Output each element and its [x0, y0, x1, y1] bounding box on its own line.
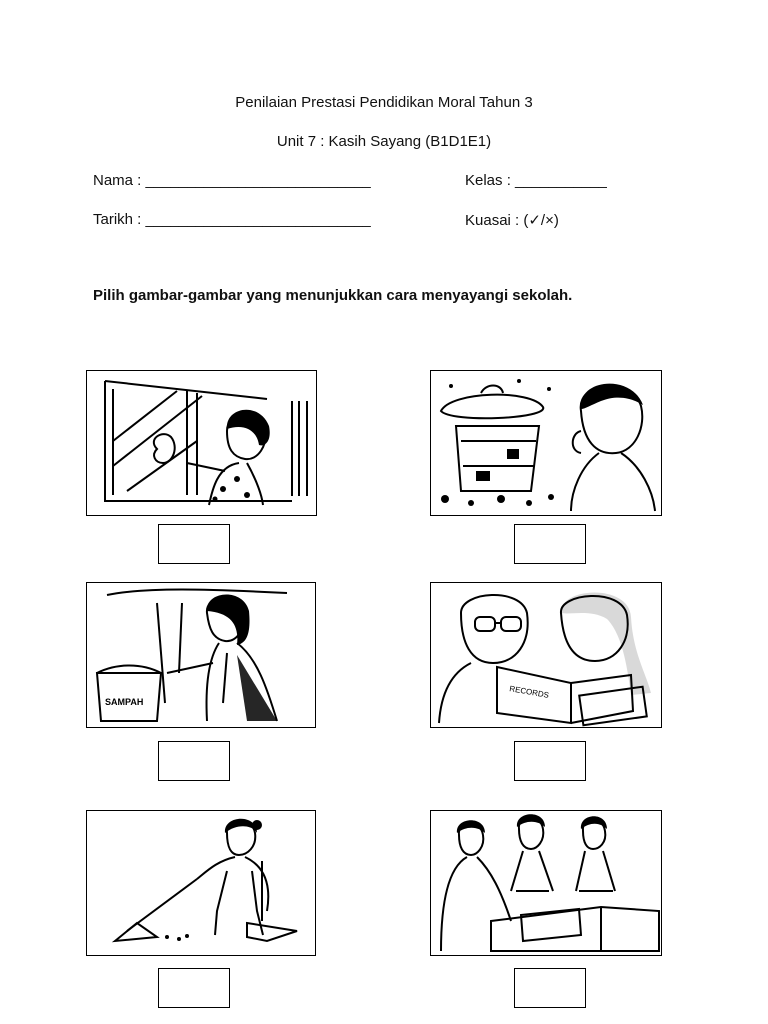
page-subtitle: Unit 7 : Kasih Sayang (B1D1E1): [276, 133, 492, 150]
picture-frame-3: [86, 582, 316, 728]
name-field[interactable]: Nama : ___________________________: [93, 172, 371, 189]
girl-throwing-rubbish-icon: [87, 583, 315, 727]
class-field[interactable]: Kelas : ___________: [465, 172, 607, 189]
picture-frame-4: [430, 582, 662, 728]
girl-sweeping-floor-icon: [87, 811, 315, 955]
instruction-text: Pilih gambar-gambar yang menunjukkan cara menyayangi sekolah.: [93, 287, 573, 304]
page-title: Penilaian Prestasi Pendidikan Moral Tahun 3: [235, 94, 533, 111]
date-field[interactable]: Tarikh : ___________________________: [93, 211, 371, 228]
answer-box-1[interactable]: [158, 524, 230, 564]
picture-frame-2: [430, 370, 662, 516]
answer-box-4[interactable]: [514, 741, 586, 781]
mastery-field[interactable]: Kuasai : (✓/×): [465, 212, 559, 229]
boys-arranging-desks-icon: [431, 811, 661, 955]
picture-frame-1: [86, 370, 317, 516]
boy-near-overflowing-bin-icon: [431, 371, 661, 515]
picture-frame-6: [430, 810, 662, 956]
bin-label: SAMPAH: [105, 697, 144, 707]
answer-box-5[interactable]: [158, 968, 230, 1008]
girl-wiping-window-icon: [87, 371, 316, 515]
answer-box-2[interactable]: [514, 524, 586, 564]
answer-box-3[interactable]: [158, 741, 230, 781]
picture-frame-5: [86, 810, 316, 956]
answer-box-6[interactable]: [514, 968, 586, 1008]
book-label: RECORDS: [508, 684, 550, 700]
children-reading-book-icon: [431, 583, 661, 727]
